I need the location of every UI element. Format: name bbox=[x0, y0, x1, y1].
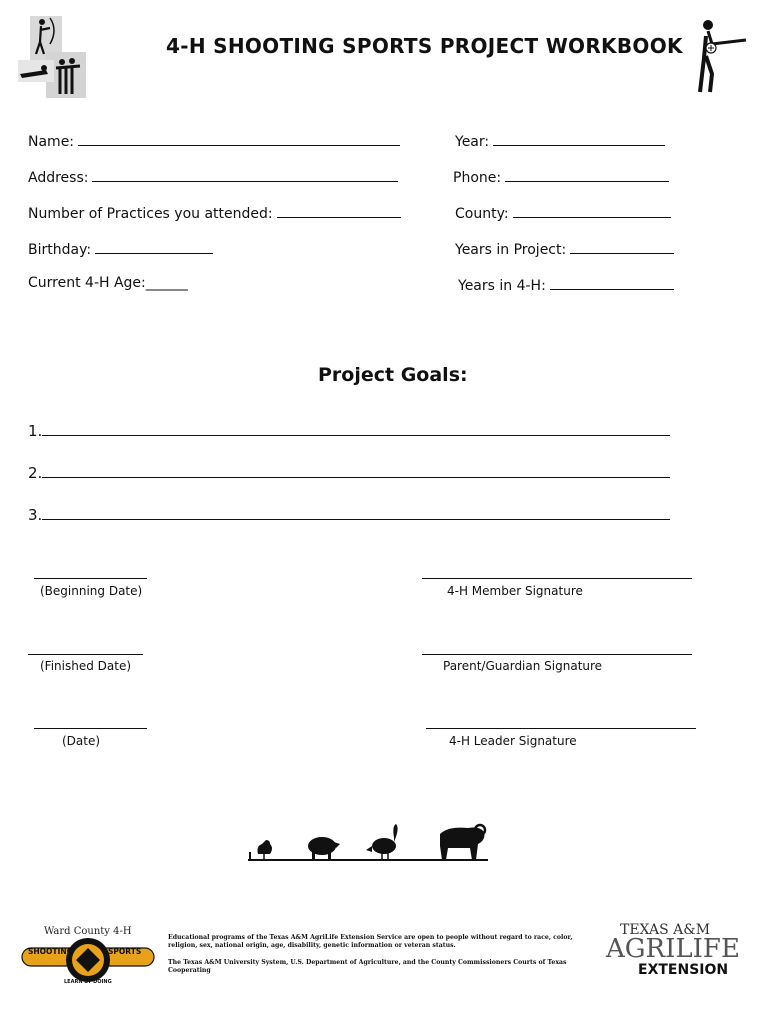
practices-field[interactable] bbox=[28, 203, 401, 222]
member-signature-label: 4-H Member Signature bbox=[447, 584, 583, 598]
county-field[interactable] bbox=[455, 203, 671, 222]
address-field[interactable] bbox=[28, 167, 398, 186]
beginning-date-line[interactable] bbox=[34, 578, 147, 579]
goal-item[interactable] bbox=[28, 462, 670, 482]
years-project-field[interactable] bbox=[455, 239, 674, 258]
silhouette-targets-icon bbox=[248, 818, 490, 864]
ext-line3: EXTENSION bbox=[638, 962, 729, 978]
years-project-input-line[interactable] bbox=[570, 239, 674, 254]
date-label: (Date) bbox=[62, 734, 101, 748]
years-project-label: Years in Project: bbox=[455, 242, 567, 258]
name-field[interactable] bbox=[28, 131, 400, 150]
years-4h-field[interactable] bbox=[458, 275, 674, 294]
year-field[interactable] bbox=[455, 131, 665, 150]
phone-input-line[interactable] bbox=[505, 167, 669, 182]
shooting-sports-collage-icon bbox=[16, 12, 88, 100]
page-title: 4-H SHOOTING SPORTS PROJECT WORKBOOK bbox=[166, 34, 683, 58]
year-label: Year: bbox=[455, 134, 490, 150]
leader-signature-label: 4-H Leader Signature bbox=[449, 734, 577, 748]
logo-motto: LEARN BY DOING bbox=[64, 979, 112, 985]
goal-input-line[interactable] bbox=[42, 420, 670, 436]
ext-line1: TEXAS A&M bbox=[620, 922, 711, 938]
date-line[interactable] bbox=[34, 728, 147, 729]
county-input-line[interactable] bbox=[513, 203, 671, 218]
address-label: Address: bbox=[28, 170, 89, 186]
year-input-line[interactable] bbox=[493, 131, 665, 146]
goal-item[interactable] bbox=[28, 504, 670, 524]
birthday-input-line[interactable] bbox=[95, 239, 213, 254]
logo-left-word: SHOOTING bbox=[28, 947, 73, 956]
legal-notice bbox=[168, 934, 596, 976]
name-input-line[interactable] bbox=[78, 131, 400, 146]
practices-label: Number of Practices you attended: bbox=[28, 206, 273, 222]
phone-field[interactable] bbox=[453, 167, 669, 186]
beginning-date-label: (Beginning Date) bbox=[40, 584, 143, 598]
phone-label: Phone: bbox=[453, 170, 502, 186]
clover-shooter-icon bbox=[694, 18, 750, 96]
goal-number: 1. bbox=[28, 422, 43, 440]
birthday-field[interactable] bbox=[28, 239, 213, 258]
name-label: Name: bbox=[28, 134, 75, 150]
goal-input-line[interactable] bbox=[42, 504, 670, 520]
goals-heading: Project Goals: bbox=[318, 364, 468, 386]
age-label: Current 4-H Age:______ bbox=[28, 275, 188, 291]
parent-signature-label: Parent/Guardian Signature bbox=[443, 659, 603, 673]
years-4h-label: Years in 4-H: bbox=[458, 278, 546, 294]
goal-number: 3. bbox=[28, 506, 43, 524]
logo-right-word: SPORTS bbox=[108, 947, 142, 956]
agrilife-extension-logo bbox=[602, 916, 752, 982]
years-4h-input-line[interactable] bbox=[550, 275, 674, 290]
parent-signature-line[interactable] bbox=[422, 654, 692, 655]
legal-cooperating: The Texas A&M University System, U.S. Department of Agriculture, and the County Commissioners Courts of Texas Cooperating bbox=[168, 958, 567, 975]
member-signature-line[interactable] bbox=[422, 578, 692, 579]
goal-input-line[interactable] bbox=[42, 462, 670, 478]
legal-statement: Educational programs of the Texas A&M AgriLife Extension Service are open to people without regard to race, color, religion, sex, national origin, age, disability, genetic information or veteran status. bbox=[168, 934, 573, 950]
address-input-line[interactable] bbox=[92, 167, 398, 182]
practices-input-line[interactable] bbox=[277, 203, 401, 218]
finished-date-line[interactable] bbox=[28, 654, 143, 655]
age-field[interactable] bbox=[28, 275, 188, 291]
birthday-label: Birthday: bbox=[28, 242, 92, 258]
ext-line2: AGRILIFE bbox=[606, 934, 740, 964]
county-logo-text: Ward County 4-H bbox=[44, 926, 132, 937]
leader-signature-line[interactable] bbox=[426, 728, 696, 729]
goal-number: 2. bbox=[28, 464, 43, 482]
finished-date-label: (Finished Date) bbox=[40, 659, 132, 673]
county-label: County: bbox=[455, 206, 509, 222]
goal-item[interactable] bbox=[28, 420, 670, 440]
